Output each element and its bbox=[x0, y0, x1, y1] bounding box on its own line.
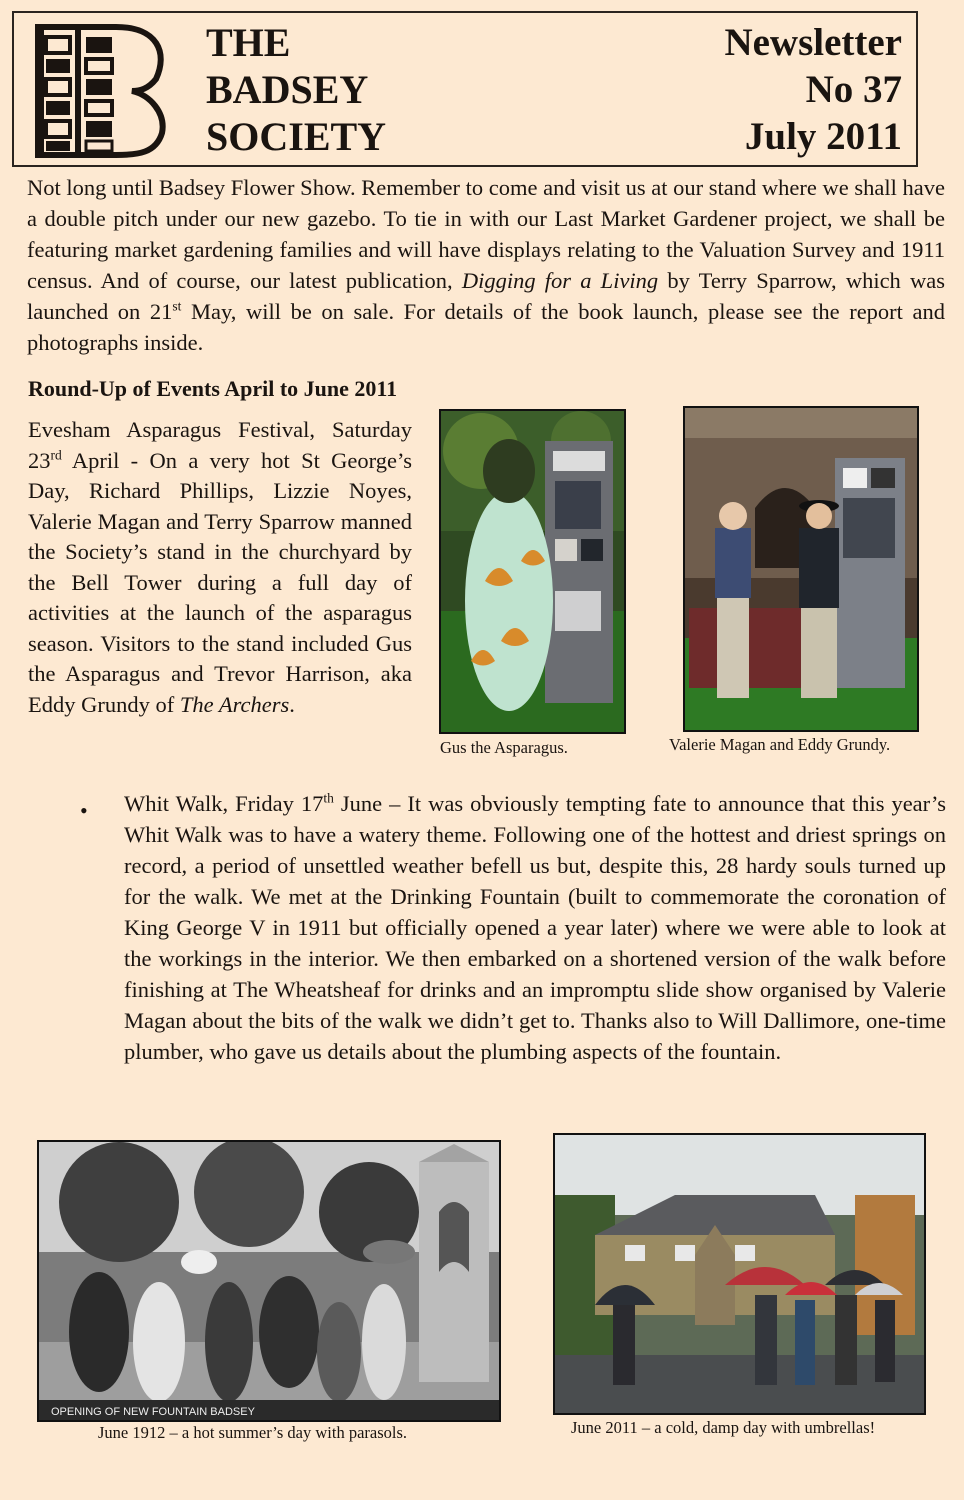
society-line: BADSEY bbox=[206, 67, 369, 112]
society-name bbox=[206, 19, 386, 160]
masthead bbox=[12, 11, 918, 167]
photo-caption: June 1912 – a hot summer’s day with parasols. bbox=[98, 1423, 408, 1442]
badsey-society-logo bbox=[28, 23, 178, 159]
photo-1912-image bbox=[39, 1142, 499, 1420]
intro-text: by Terry Sparrow, which was launched on 21 bbox=[27, 268, 945, 324]
ordinal-suffix: st bbox=[172, 298, 182, 314]
society-line: THE bbox=[206, 20, 291, 65]
evesham-text: Evesham Asparagus Festival, Saturday 23 bbox=[28, 417, 412, 473]
bullet-point: • bbox=[80, 798, 88, 823]
photo-overlay-text: OPENING OF NEW FOUNTAIN BADSEY bbox=[51, 1406, 255, 1418]
photo-gus-the-asparagus bbox=[439, 409, 626, 734]
ordinal-suffix: th bbox=[323, 790, 334, 806]
photo-2011-image bbox=[555, 1135, 924, 1413]
photo-june-2011 bbox=[553, 1133, 926, 1415]
issue-date: July 2011 bbox=[744, 115, 902, 158]
society-line: SOCIETY bbox=[206, 114, 387, 159]
intro-text: May, will be on sale. For details of the book launch, please see the report and photographs inside. bbox=[27, 299, 945, 355]
evesham-paragraph bbox=[28, 415, 412, 720]
section-heading: Round-Up of Events April to June 2011 bbox=[28, 376, 398, 401]
photo-caption: Gus the Asparagus. bbox=[440, 738, 568, 757]
newsletter-label: Newsletter bbox=[724, 21, 902, 64]
newsletter-issue bbox=[724, 19, 902, 160]
evesham-text: April - On a very hot St George’s Day, Richard Phillips, Lizzie Noyes, Valerie Magan and Terry Sparrow manned the Society’s stand in the churchyard by the Bell Tower during a full day of activities at the launch of the asparagus season. Visitors to the stand included Gus the Asparagus and Trevor Harrison, aka Eddy Grundy of bbox=[28, 447, 412, 717]
evesham-text: . bbox=[289, 691, 295, 717]
photo-gus-image bbox=[441, 411, 624, 732]
book-title: Digging for a Living bbox=[461, 268, 659, 293]
intro-paragraph bbox=[27, 172, 945, 358]
photo-caption: June 2011 – a cold, damp day with umbrellas! bbox=[571, 1418, 876, 1437]
photo-june-1912 bbox=[37, 1140, 501, 1422]
the-archers-title: The Archers bbox=[179, 691, 290, 717]
whit-text: June – It was obviously tempting fate to announce that this year’s Whit Walk was to have a watery theme. Following one of the hottest and driest springs on record, a period of unsettled weather befell us but, despite this, 28 hardy souls turned up for the walk. We met at the Drinking Fountain (built to commemorate the coronation of King George V in 1911 but officially opened a year later) where we were able to look at the workings in the interior. We then embarked on a shortened version of the walk before finishing at The Wheatsheaf for drinks and an impromptu slide show organised by Valerie Magan about the bits of the walk we didn’t get to. Thanks also to Will Dallimore, one-time plumber, who gave us details about the plumbing aspects of the fountain. bbox=[124, 791, 946, 1064]
whit-walk-paragraph bbox=[124, 788, 946, 1067]
whit-text: Whit Walk, Friday 17 bbox=[124, 791, 324, 816]
intro-text: Not long until Badsey Flower Show. Remember to come and visit us at our stand where we shall have a double pitch under our new gazebo. To tie in with our Last Market Gardener project, we shall be featuring market gardening families and will have displays relating to the Valuation Survey and 1911 census. And of course, our latest publication, bbox=[27, 175, 945, 293]
photo-valerie-and-eddy bbox=[683, 406, 919, 732]
photo-caption: Valerie Magan and Eddy Grundy. bbox=[669, 735, 891, 754]
photo-valerie-eddy-image bbox=[685, 408, 917, 730]
issue-number: No 37 bbox=[805, 68, 902, 111]
ordinal-suffix: rd bbox=[50, 447, 62, 462]
